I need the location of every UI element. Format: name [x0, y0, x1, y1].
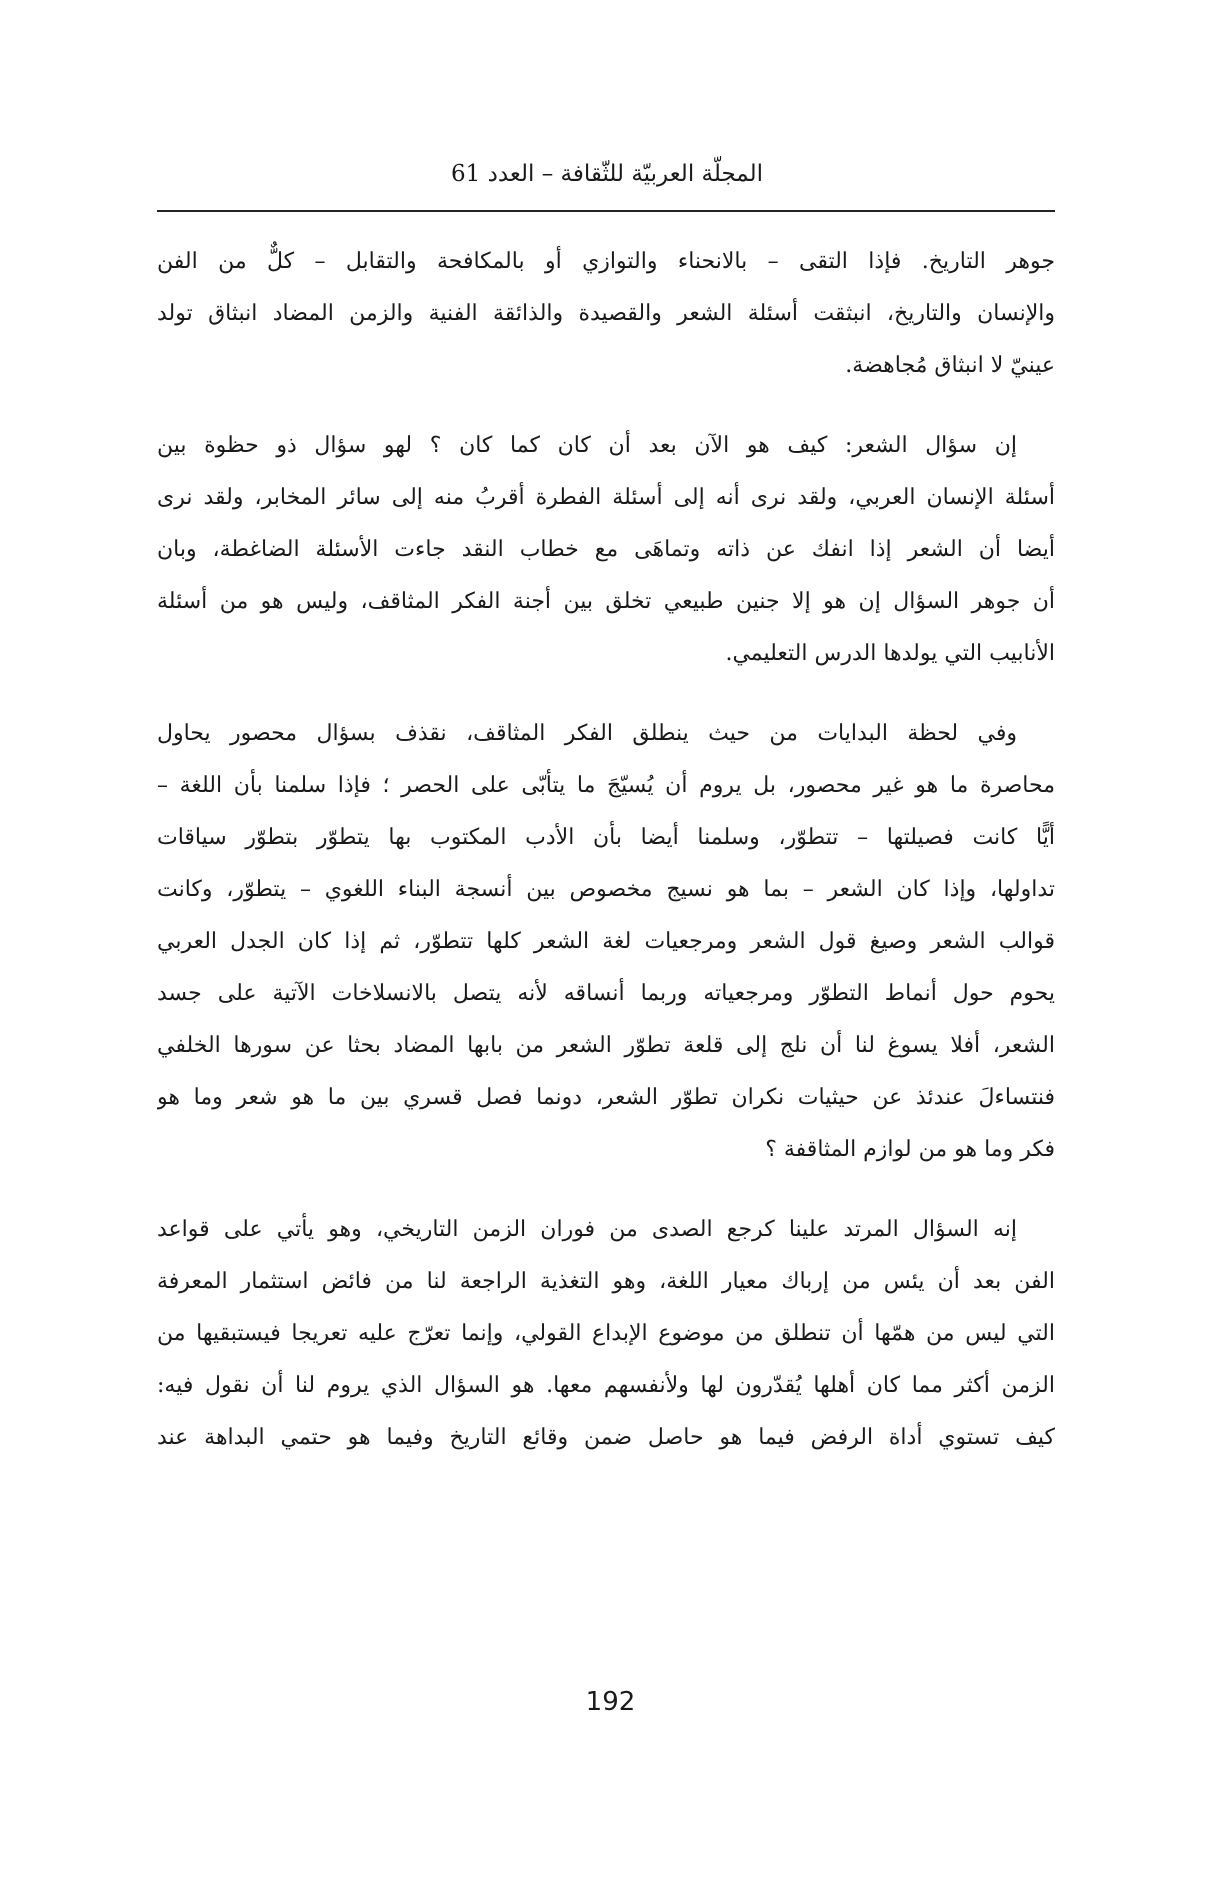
text-line: الزمن أكثر مما كان أهلها يُقدّرون لها ولأنفسهم معها. هو السؤال الذي يروم لنا أن نقول فيه: [157, 1373, 1055, 1398]
text-line: التي ليس من همّها أن تنطلق من موضوع الإبداع القولي، وإنما تعرّج عليه تعريجا فيستبقيها من [157, 1321, 1055, 1346]
text-line: الفن بعد أن يئس من إرباك معيار اللغة، وهو التغذية الراجعة لنا من فائض استثمار المعرفة [157, 1269, 1055, 1294]
body-text [157, 236, 1055, 1492]
paragraph-3 [157, 708, 1055, 1176]
text-line: وفي لحظة البدايات من حيث ينطلق الفكر المثاقف، نقذف بسؤال محصور يحاول [157, 721, 1017, 746]
text-line: أن جوهر السؤال إن هو إلا جنين طبيعي تخلق بين أجنة الفكر المثاقف، وليس هو من أسئلة [157, 589, 1055, 614]
text-line: والإنسان والتاريخ، انبثقت أسئلة الشعر والقصيدة والذائقة الفنية والزمن المضاد انبثاق تولد [157, 301, 1055, 326]
text-line: جوهر التاريخ. فإذا التقى – بالانحناء والتوازي أو بالمكافحة والتقابل – كلٌّ من الفن [157, 249, 1055, 274]
text-line: إن سؤال الشعر: كيف هو الآن بعد أن كان كما كان ؟ لهو سؤال ذو حظوة بين [157, 433, 1017, 458]
text-line: كيف تستوي أداة الرفض فيما هو حاصل ضمن وقائع التاريخ وفيما هو حتمي البداهة عند [157, 1425, 1055, 1450]
text-line: عينيّ لا انبثاق مُجاهضة. [845, 353, 1055, 378]
text-line: الشعر، أفلا يسوغ لنا أن نلج إلى قلعة تطوّر الشعر من بابها المضاد بحثا عن سورها الخلفي [157, 1033, 1055, 1058]
text-line: محاصرة ما هو غير محصور، بل يروم أن يُسيّجَ ما يتأبّى على الحصر ؛ فإذا سلمنا بأن اللغة – [157, 773, 1055, 798]
text-line: تداولها، وإذا كان الشعر – بما هو نسيج مخصوص بين أنسجة البناء اللغوي – يتطوّر، وكانت [157, 877, 1055, 902]
paragraph-2 [157, 420, 1055, 680]
paragraph-4 [157, 1204, 1055, 1464]
text-line: الأنابيب التي يولدها الدرس التعليمي. [725, 641, 1055, 666]
page-number: 192 [585, 1687, 636, 1717]
text-line: قوالب الشعر وصيغ قول الشعر ومرجعيات لغة الشعر كلها تتطوّر، ثم إذا كان الجدل العربي [157, 929, 1055, 954]
text-line: أيًّا كانت فصيلتها – تتطوّر، وسلمنا أيضا بأن الأدب المكتوب بها يتطوّر بتطوّر سياقات [157, 825, 1055, 850]
text-line: أيضا أن الشعر إذا انفك عن ذاته وتماهَى مع خطاب النقد جاءت الأسئلة الضاغطة، وبان [157, 537, 1055, 562]
text-line: فنتساءلَ عندئذ عن حيثيات نكران تطوّر الشعر، دونما فصل قسري بين ما هو شعر وما هو [157, 1085, 1055, 1110]
header-rule [157, 210, 1055, 212]
text-line: يحوم حول أنماط التطوّر ومرجعياته وربما أنساقه لأنه يتصل بالانسلاخات الآتية على جسد [157, 981, 1055, 1006]
paragraph-1 [157, 236, 1055, 392]
text-line: إنه السؤال المرتد علينا كرجع الصدى من فوران الزمن التاريخي، وهو يأتي على قواعد [157, 1217, 1017, 1242]
text-line: أسئلة الإنسان العربي، ولقد نرى أنه إلى أسئلة الفطرة أقربُ منه إلى سائر المخابر، ولقد نرى [157, 485, 1055, 510]
text-line: فكر وما هو من لوازم المثاقفة ؟ [765, 1137, 1055, 1162]
running-header: المجلّة العربيّة للثّقافة – العدد 61 [450, 161, 764, 187]
